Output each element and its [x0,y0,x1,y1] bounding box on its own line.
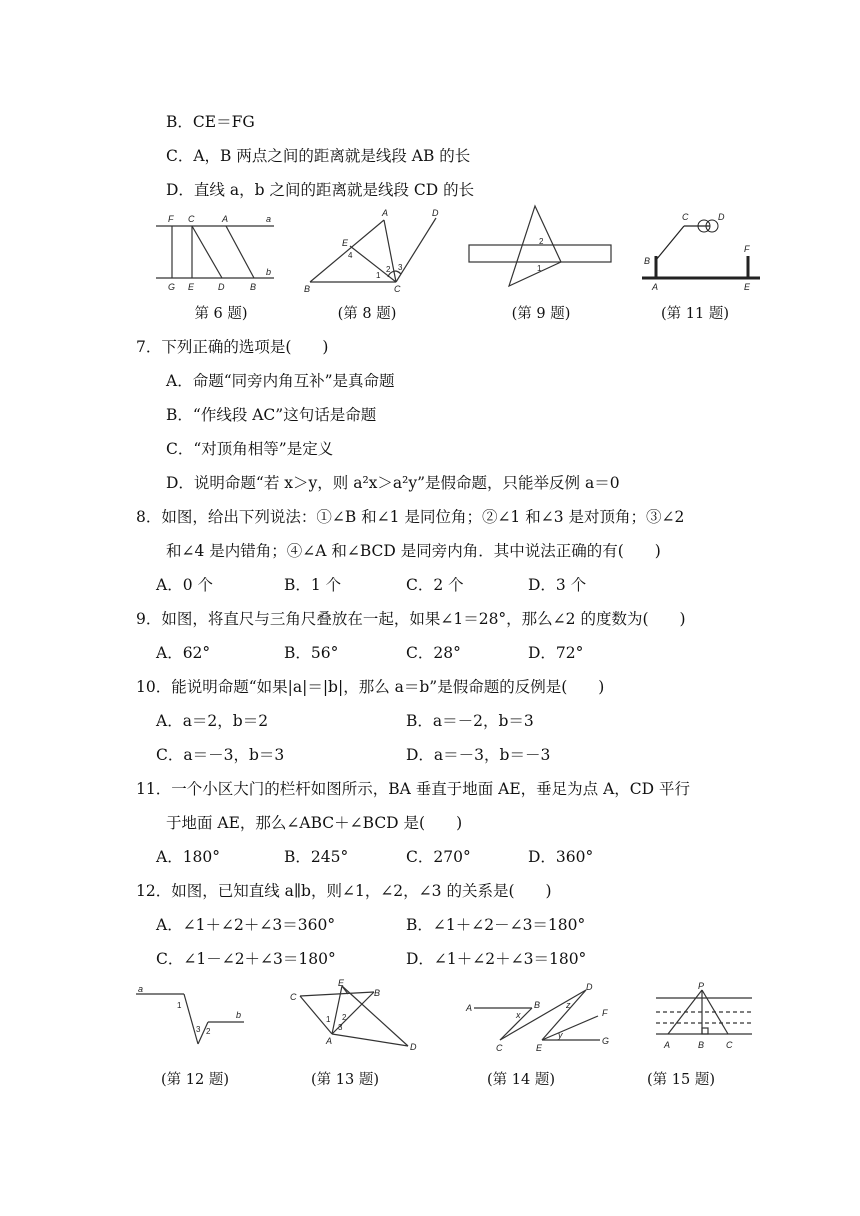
q6-option-d: D．直线 a，b 之间的距离就是线段 CD 的长 [166,181,475,199]
q10-stem: 10．能说明命题“如果|a|＝|b|，那么 a＝b”是假命题的反例是( ) [136,678,605,696]
fig8-caption: (第 8 题) [337,306,397,322]
fig8-label-1: 1 [376,271,381,280]
fig8-label-E: E [342,238,349,248]
q10-option-d: D．a＝－3，b＝－3 [406,746,551,764]
q12-stem: 12．如图，已知直线 a∥b，则∠1，∠2，∠3 的关系是( ) [136,882,552,900]
q9-option-b: B．56° [284,644,339,662]
fig14-caption: (第 14 题) [487,1072,555,1088]
q11-option-d: D．360° [528,848,594,866]
fig14-label-E: E [536,1043,543,1053]
fig14-label-C: C [496,1043,503,1053]
fig6-label-C: C [188,214,195,224]
figure-8 [298,206,448,296]
fig6-label-B: B [250,282,257,292]
fig14-label-x: x [516,1010,521,1020]
fig14-label-F: F [602,1008,608,1018]
fig13-label-1: 1 [326,1015,331,1024]
fig15-label-B: B [698,1040,705,1050]
fig15-label-A: A [664,1040,671,1050]
fig11-label-C: C [682,212,689,222]
figure-12 [132,982,250,1052]
q8-option-d: D．3 个 [528,576,587,594]
q9-option-c: C．28° [406,644,461,662]
fig6-caption: 第 6 题) [194,306,248,322]
q7-option-c: C．“对顶角相等”是定义 [166,440,334,458]
figure-6 [150,212,280,294]
fig13-label-C: C [290,992,297,1002]
fig11-caption: (第 11 题) [661,306,729,322]
fig14-label-G: G [602,1036,610,1046]
fig13-label-2: 2 [342,1013,347,1022]
q7-option-a: A．命题“同旁内角互补”是真命题 [166,372,395,390]
q7-stem: 7．下列正确的选项是( ) [136,338,329,356]
q12-option-c: C．∠1－∠2＋∠3＝180° [156,950,336,968]
fig8-label-D: D [432,208,439,218]
q7-option-b: B．“作线段 AC”这句话是命题 [166,406,377,424]
q11-stem-line1: 11．一个小区大门的栏杆如图所示，BA 垂直于地面 AE，垂足为点 A，CD 平行 [136,780,691,798]
fig11-label-D: D [718,212,725,222]
q8-stem-line2: 和∠4 是内错角；④∠A 和∠BCD 是同旁内角．其中说法正确的有( ) [166,542,661,560]
fig13-label-A: A [326,1036,333,1046]
figure-9 [465,204,615,294]
fig11-label-F: F [744,244,750,254]
figure-11 [640,206,764,294]
q11-stem-line2: 于地面 AE，那么∠ABC＋∠BCD 是( ) [166,814,463,832]
q10-option-b: B．a＝－2，b＝3 [406,712,534,730]
q8-option-a: A．0 个 [156,576,213,594]
q9-option-d: D．72° [528,644,584,662]
q12-option-a: A．∠1＋∠2＋∠3＝360° [156,916,336,934]
q9-option-a: A．62° [156,644,211,662]
fig13-caption: (第 13 题) [311,1072,379,1088]
fig14-label-D: D [586,982,593,992]
fig12-label-1: 1 [177,1001,182,1010]
fig6-label-E: E [188,282,195,292]
fig14-label-A: A [466,1003,473,1013]
fig13-label-E: E [338,978,345,988]
fig12-label-3: 3 [196,1025,201,1034]
fig11-label-E: E [744,282,751,292]
fig14-label-y: y [558,1030,563,1040]
fig12-label-2: 2 [206,1027,211,1036]
fig11-label-B: B [644,256,651,266]
fig9-label-1: 1 [537,264,542,273]
fig8-label-A: A [382,208,389,218]
fig6-label-G: G [168,282,176,292]
fig12-caption: (第 12 题) [161,1072,229,1088]
q12-option-d: D．∠1＋∠2＋∠3＝180° [406,950,587,968]
fig6-label-D: D [218,282,225,292]
fig9-caption: (第 9 题) [511,306,571,322]
fig11-label-A: A [652,282,659,292]
fig6-label-A: A [222,214,229,224]
fig13-label-3: 3 [338,1023,343,1032]
q8-stem-line1: 8．如图，给出下列说法：①∠B 和∠1 是同位角；②∠1 和∠3 是对顶角；③∠2 [136,508,685,526]
fig12-label-a: a [138,984,144,994]
fig6-label-b: b [266,267,272,277]
q12-option-b: B．∠1＋∠2－∠3＝180° [406,916,586,934]
q10-option-a: A．a＝2，b＝2 [156,712,269,730]
fig6-label-a: a [266,214,272,224]
figure-14 [462,980,614,1056]
q7-option-d: D．说明命题“若 x＞y，则 a²x＞a²y”是假命题，只能举反例 a＝0 [166,474,620,492]
q9-stem: 9．如图，将直尺与三角尺叠放在一起，如果∠1＝28°，那么∠2 的度数为( ) [136,610,686,628]
fig14-label-z: z [566,1000,571,1010]
fig8-label-2: 2 [386,265,391,274]
fig15-label-C: C [726,1040,733,1050]
fig8-label-4: 4 [348,251,353,260]
fig14-label-B: B [534,1000,541,1010]
q6-option-c: C．A，B 两点之间的距离就是线段 AB 的长 [166,147,471,165]
q8-option-c: C．2 个 [406,576,464,594]
q11-option-a: A．180° [156,848,221,866]
fig13-label-D: D [410,1042,417,1052]
fig12-label-b: b [236,1010,242,1020]
figure-13 [286,978,422,1058]
fig13-label-B: B [374,988,381,998]
fig6-label-F: F [168,214,174,224]
q10-option-c: C．a＝－3，b＝3 [156,746,285,764]
figure-15 [652,980,756,1056]
fig9-label-2: 2 [539,237,544,246]
q11-option-c: C．270° [406,848,471,866]
fig8-label-C: C [394,284,401,294]
fig15-label-P: P [698,981,705,991]
fig15-caption: (第 15 题) [647,1072,715,1088]
fig8-label-B: B [304,284,311,294]
q8-option-b: B．1 个 [284,576,342,594]
q11-option-b: B．245° [284,848,349,866]
q6-option-b: B．CE＝FG [166,113,255,131]
fig8-label-3: 3 [398,263,403,272]
